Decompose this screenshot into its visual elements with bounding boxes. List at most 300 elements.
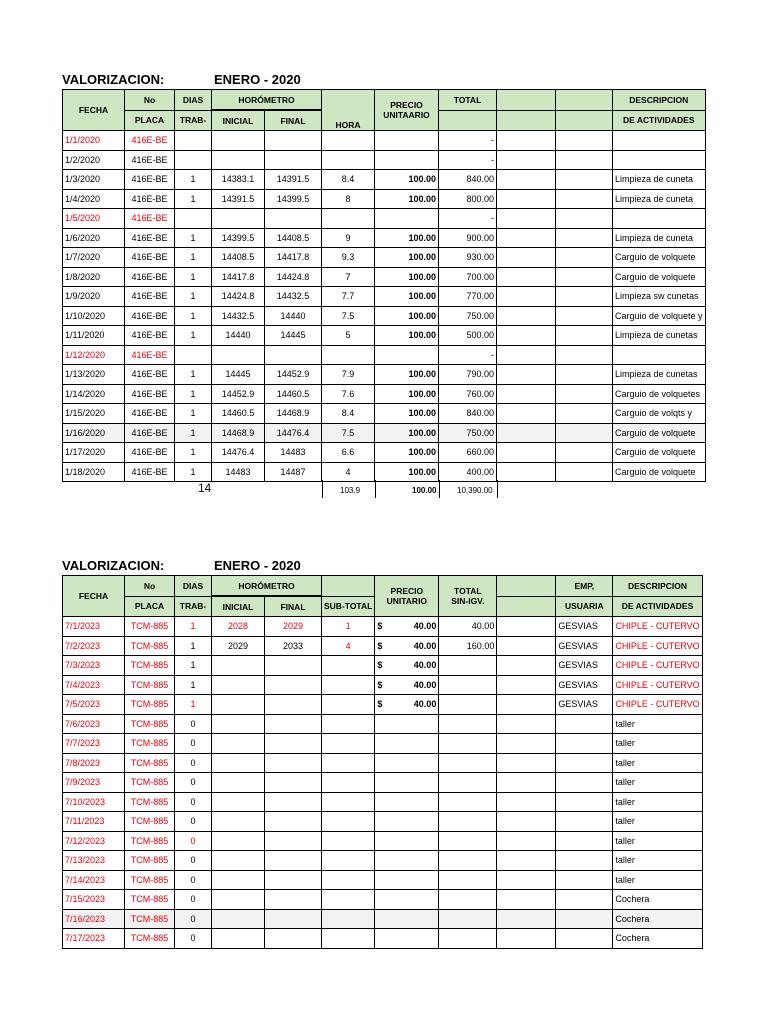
cell-inicial [212,714,265,734]
cell-final: 14487 [265,462,322,482]
cell-placa: TCM-885 [125,617,175,637]
cell-final: 14468.9 [265,404,322,424]
cell-precio [375,792,439,812]
cell-final [265,695,322,715]
precio-value: 40.00 [413,621,437,632]
cell-dias: 1 [175,675,212,695]
cell-dias: 1 [175,617,212,637]
cell-total: 770.00 [439,287,497,307]
cell-fecha: 1/14/2020 [63,384,125,404]
cell-total [439,695,497,715]
cell-placa: 416E-BE [125,267,175,287]
cell-blank [497,714,556,734]
sheet1-period: ENERO - 2020 [214,72,301,87]
cell-blank [556,462,613,482]
cell-fecha: 1/11/2020 [63,326,125,346]
cell-dias: 1 [175,267,212,287]
cell-descripcion: Limpieza de cunetas [613,365,706,385]
cell-final [265,909,322,929]
cell-hora [322,209,375,229]
cell-fecha: 1/16/2020 [63,423,125,443]
cell-subtotal [322,753,375,773]
table-row [63,150,706,170]
cell-total [439,812,497,832]
cell-inicial: 14424.8 [212,287,265,307]
cell-descripcion: taller [613,851,702,871]
cell-inicial [212,753,265,773]
cell-hora: 7.5 [322,306,375,326]
table-row [63,384,706,404]
cell-placa: TCM-885 [125,773,175,793]
cell-total [439,890,497,910]
cell-final: 14452.9 [265,365,322,385]
cell-precio [375,929,439,949]
table-row [63,443,706,463]
header-final: FINAL [265,110,322,131]
table-row [63,209,706,229]
cell-precio: 100.00 [375,228,439,248]
cell-inicial [212,131,265,151]
cell-descripcion: CHIPLE - CUTERVO [613,675,702,695]
cell-total: - [439,131,497,151]
cell-final [265,150,322,170]
cell-fecha: 1/13/2020 [63,365,125,385]
cell-total [439,831,497,851]
cell-blank [497,189,556,209]
cell-dias: 1 [175,695,212,715]
cell-inicial [212,734,265,754]
cell-total: 750.00 [439,423,497,443]
cell-total [439,929,497,949]
cell-total: 660.00 [439,443,497,463]
sheet2-table [62,575,703,949]
cell-descripcion: taller [613,870,702,890]
table-row [63,365,706,385]
cell-placa: 416E-BE [125,248,175,268]
cell-placa: TCM-885 [125,909,175,929]
cell-blank [497,909,556,929]
cell-blank [497,209,556,229]
cell-descripcion: Carguio de volquetes [613,384,706,404]
cell-emp [556,773,613,793]
cell-fecha: 1/17/2020 [63,443,125,463]
cell-placa: 416E-BE [125,365,175,385]
cell-precio: 100.00 [375,326,439,346]
table-row [63,773,703,793]
header-trab: TRAB- [175,110,212,131]
cell-blank [497,443,556,463]
cell-placa: TCM-885 [125,675,175,695]
cell-dias [175,150,212,170]
cell-hora: 7.6 [322,384,375,404]
cell-inicial [212,851,265,871]
cell-placa: TCM-885 [125,890,175,910]
cell-precio [375,209,439,229]
header2-descripcion: DESCRIPCION [613,576,702,597]
table-row [63,636,703,656]
cell-inicial: 14383.1 [212,170,265,190]
cell-blank [497,773,556,793]
cell-total [439,753,497,773]
cell-hora: 7.9 [322,365,375,385]
cell-total [439,870,497,890]
cell-placa: 416E-BE [125,189,175,209]
header-fecha: FECHA [63,90,125,131]
cell-fecha: 7/17/2023 [63,929,125,949]
cell-fecha: 1/3/2020 [63,170,125,190]
cell-total: 500.00 [439,326,497,346]
cell-blank [497,675,556,695]
header2-subtotal: SUB-TOTAL [322,596,375,617]
cell-descripcion: taller [613,792,702,812]
cell-inicial [212,150,265,170]
cell-placa: 416E-BE [125,228,175,248]
cell-blank [497,150,556,170]
cell-precio: 100.00 [375,306,439,326]
cell-subtotal [322,773,375,793]
cell-blank [497,228,556,248]
header2-horometro: HORÓMETRO [212,576,322,597]
cell-precio [375,636,439,656]
cell-emp: GESVIAS [556,656,613,676]
cell-subtotal [322,695,375,715]
cell-blank [556,365,613,385]
sheet1-total-divider-2 [375,480,376,498]
sheet1-total-hora: 103.9 [340,486,361,495]
cell-total: 400.00 [439,462,497,482]
table-row [63,462,706,482]
cell-subtotal [322,812,375,832]
cell-total: 800.00 [439,189,497,209]
cell-descripcion: Limpieza sw cunetas [613,287,706,307]
table-row [63,929,703,949]
table-row [63,734,703,754]
cell-placa: 416E-BE [125,345,175,365]
cell-placa: TCM-885 [125,870,175,890]
cell-total [439,909,497,929]
cell-descripcion: Limpieza de cunetas [613,326,706,346]
cell-emp [556,929,613,949]
cell-dias: 0 [175,929,212,949]
cell-dias: 1 [175,462,212,482]
cell-placa: TCM-885 [125,656,175,676]
cell-emp [556,812,613,832]
cell-dias: 0 [175,773,212,793]
header2-total: TOTAL [454,586,482,596]
cell-subtotal [322,656,375,676]
cell-emp [556,792,613,812]
cell-dias [175,209,212,229]
cell-placa: 416E-BE [125,287,175,307]
cell-final [265,929,322,949]
cell-hora [322,131,375,151]
cell-final [265,831,322,851]
table-row [63,812,703,832]
sheet1-body [63,131,706,482]
cell-precio [375,675,439,695]
cell-precio: 100.00 [375,248,439,268]
cell-final [265,753,322,773]
cell-dias: 0 [175,870,212,890]
cell-fecha: 1/1/2020 [63,131,125,151]
table-row [63,423,706,443]
cell-precio [375,734,439,754]
cell-dias: 0 [175,831,212,851]
cell-precio [375,812,439,832]
cell-hora: 7 [322,267,375,287]
cell-hora: 4 [322,462,375,482]
cell-inicial [212,890,265,910]
header-inicial: INICIAL [212,110,265,131]
cell-inicial [212,773,265,793]
cell-emp [556,714,613,734]
cell-inicial: 14432.5 [212,306,265,326]
cell-inicial [212,209,265,229]
cell-fecha: 7/13/2023 [63,851,125,871]
cell-final [265,870,322,890]
header2-unitario: UNITARIO [386,596,428,606]
cell-subtotal [322,909,375,929]
cell-final [265,209,322,229]
cell-hora: 8.4 [322,170,375,190]
cell-blank [497,929,556,949]
cell-dias: 0 [175,812,212,832]
table-row [63,890,703,910]
cell-descripcion: Cochera [613,929,702,949]
cell-precio: 100.00 [375,384,439,404]
cell-emp [556,909,613,929]
currency-symbol: $ [377,640,383,651]
cell-dias: 0 [175,714,212,734]
cell-blank [497,423,556,443]
cell-inicial: 14391.5 [212,189,265,209]
cell-blank [556,326,613,346]
cell-total: 760.00 [439,384,497,404]
cell-fecha: 1/2/2020 [63,150,125,170]
cell-placa: 416E-BE [125,209,175,229]
table-row [63,792,703,812]
cell-blank [497,384,556,404]
cell-descripcion: taller [613,714,702,734]
cell-precio [375,773,439,793]
header2-dias: DIAS [175,576,212,597]
cell-total: 40.00 [439,617,497,637]
cell-placa: TCM-885 [125,812,175,832]
cell-final [265,345,322,365]
cell-blank [556,267,613,287]
cell-final [265,734,322,754]
cell-total: - [439,150,497,170]
cell-precio [375,890,439,910]
cell-descripcion: Carguio de volqts y [613,404,706,424]
sheet2-period: ENERO - 2020 [214,558,301,573]
sheet2-header-row-1 [63,576,703,597]
table-row [63,909,703,929]
cell-dias: 0 [175,734,212,754]
cell-blank [497,345,556,365]
cell-final: 14460.5 [265,384,322,404]
cell-fecha: 1/5/2020 [63,209,125,229]
cell-dias: 1 [175,326,212,346]
cell-blank [556,170,613,190]
cell-emp [556,851,613,871]
cell-placa: TCM-885 [125,695,175,715]
cell-descripcion: Cochera [613,890,702,910]
cell-emp [556,890,613,910]
cell-fecha: 1/8/2020 [63,267,125,287]
sheet1-total-dias: 14 [198,481,212,495]
cell-subtotal: 1 [322,617,375,637]
cell-total [439,675,497,695]
cell-final: 14424.8 [265,267,322,287]
sheet1-total-divider-3 [439,480,440,498]
cell-descripcion: taller [613,831,702,851]
cell-total: 900.00 [439,228,497,248]
cell-emp: GESVIAS [556,617,613,637]
cell-precio [375,695,439,715]
cell-inicial: 2029 [212,636,265,656]
cell-fecha: 1/12/2020 [63,345,125,365]
cell-precio [375,714,439,734]
table-row [63,753,703,773]
cell-blank [556,345,613,365]
cell-fecha: 1/4/2020 [63,189,125,209]
table-row [63,170,706,190]
cell-total: 160.00 [439,636,497,656]
cell-dias [175,345,212,365]
header-blank-1 [497,90,556,111]
cell-dias: 1 [175,656,212,676]
header2-actividades: DE ACTIVIDADES [613,596,702,617]
cell-final: 14476.4 [265,423,322,443]
cell-inicial: 14452.9 [212,384,265,404]
cell-subtotal [322,851,375,871]
cell-inicial [212,695,265,715]
cell-placa: 416E-BE [125,326,175,346]
table-row [63,228,706,248]
table-row [63,131,706,151]
cell-precio: 100.00 [375,443,439,463]
header2-usuaria: USUARIA [556,596,613,617]
cell-total [439,656,497,676]
currency-symbol: $ [377,699,383,710]
sheet1-table [62,89,706,482]
header-blank-2 [556,90,613,111]
cell-inicial: 14417.8 [212,267,265,287]
cell-dias [175,131,212,151]
cell-blank [556,228,613,248]
cell-blank [497,404,556,424]
cell-precio [375,909,439,929]
cell-placa: TCM-885 [125,929,175,949]
cell-blank [497,306,556,326]
cell-fecha: 1/18/2020 [63,462,125,482]
cell-placa: TCM-885 [125,831,175,851]
cell-placa: TCM-885 [125,753,175,773]
cell-descripcion: taller [613,734,702,754]
cell-placa: 416E-BE [125,384,175,404]
cell-final: 14440 [265,306,322,326]
cell-dias: 1 [175,248,212,268]
cell-subtotal [322,675,375,695]
cell-placa: TCM-885 [125,636,175,656]
cell-inicial: 14483 [212,462,265,482]
cell-precio [375,851,439,871]
cell-inicial [212,792,265,812]
cell-dias: 0 [175,792,212,812]
cell-inicial: 14408.5 [212,248,265,268]
header-hora: HORA [322,90,375,131]
cell-subtotal [322,890,375,910]
cell-fecha: 7/14/2023 [63,870,125,890]
cell-fecha: 1/10/2020 [63,306,125,326]
cell-descripcion [613,345,706,365]
cell-descripcion [613,209,706,229]
cell-total [439,714,497,734]
header2-precio-unitario [375,576,439,617]
cell-precio [375,831,439,851]
cell-descripcion: Limpieza de cuneta [613,228,706,248]
cell-blank [497,812,556,832]
cell-blank [556,384,613,404]
header2-trab: TRAB- [175,596,212,617]
sheet1-header-row-1 [63,90,706,111]
cell-blank [556,150,613,170]
cell-blank [556,189,613,209]
cell-fecha: 1/6/2020 [63,228,125,248]
table-row [63,851,703,871]
cell-descripcion: Carguio de volquete [613,248,706,268]
cell-total: 930.00 [439,248,497,268]
header-total: TOTAL [439,90,497,111]
header2-final: FINAL [265,596,322,617]
cell-dias: 1 [175,189,212,209]
cell-subtotal [322,714,375,734]
cell-precio [375,345,439,365]
cell-descripcion: taller [613,812,702,832]
sheet2-table-wrap [62,575,703,949]
cell-final [265,851,322,871]
cell-blank [497,792,556,812]
cell-dias: 1 [175,306,212,326]
cell-precio [375,656,439,676]
cell-precio: 100.00 [375,189,439,209]
table-row [63,714,703,734]
cell-dias: 1 [175,365,212,385]
cell-total: 750.00 [439,306,497,326]
cell-placa: 416E-BE [125,462,175,482]
cell-blank [497,617,556,637]
cell-placa: TCM-885 [125,851,175,871]
cell-descripcion: Carguio de volquete [613,462,706,482]
sheet1-total-divider-1 [322,480,323,498]
cell-subtotal [322,734,375,754]
cell-blank [497,734,556,754]
header2-fecha: FECHA [63,576,125,617]
header2-total-siniv [439,576,497,617]
precio-value: 40.00 [413,660,437,671]
cell-blank [497,636,556,656]
table-row [63,675,703,695]
cell-precio [375,150,439,170]
cell-fecha: 7/11/2023 [63,812,125,832]
cell-total: - [439,345,497,365]
header-precio: PRECIO [390,100,423,110]
cell-hora: 5 [322,326,375,346]
cell-final [265,812,322,832]
header-placa: PLACA [125,110,175,131]
precio-value: 40.00 [413,679,437,690]
